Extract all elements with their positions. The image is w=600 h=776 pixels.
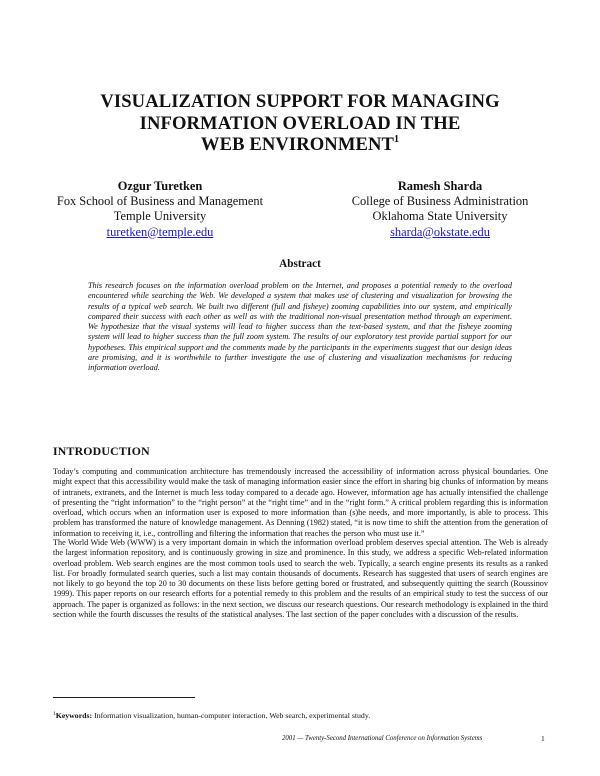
footnote-label: Keywords:: [55, 711, 93, 720]
page-number: 1: [541, 734, 545, 743]
footnote-divider: [53, 697, 195, 698]
author-block-left: [35, 179, 285, 240]
author-institution: Oklahoma State University: [372, 209, 508, 224]
abstract-text: This research focuses on the information overload problem on the Internet, and proposes a potential remedy to the overload encountered while searching the Web. We developed a system that makes use of clustering and visualization for browsing the results of a typical web search. We built two different (full and fisheye) zooming capabilities into our system, and empirically compared their success with each other as well as with the traditional non-visual presentation method through an experiment. We hypothesize that the visual systems will lead to higher success than the text-based system, and that the fisheye zooming system will lead to higher success than the full zoom system. The results of our exploratory test provide partial support for our hypotheses. This empirical support and the comments made by the participants in the experiments suggest that our design ideas are promising, and it is worthwhile to further investigate the use of clustering and visualization mechanisms for reducing information overload.: [88, 281, 512, 373]
title-line-1: VISUALIZATION SUPPORT FOR MANAGING: [100, 91, 500, 112]
introduction-heading: INTRODUCTION: [53, 444, 150, 458]
footnote-text: Information visualization, human-computer interaction, Web search, experimental study.: [94, 711, 371, 720]
footnote: [53, 711, 370, 721]
title-line-2: INFORMATION OVERLOAD IN THE: [139, 112, 461, 134]
title-line-3: [60, 134, 540, 156]
author-name: Ramesh Sharda: [397, 179, 483, 193]
author-department: Fox School of Business and Management: [56, 194, 264, 209]
author-name: Ozgur Turetken: [117, 179, 203, 193]
title-footnote-mark: 1: [394, 134, 400, 145]
introduction-paragraph-1: Today’s computing and communication architecture has tremendously increased the accessibility of information across physical boundaries. One might expect that this accessibility would make the task of managing information easier since the effort in sharing big chunks of information by means of intranets, extranets, and the Internet is much less today compared to a decade ago. However, information age has actually intensified the challenge of presenting the “right information” to the “right person” at the “right time” and in the “right form.” A critical problem regarding this is information overload, which occurs when an information user is exposed to more information than (s)he needs, and more importantly, is able to process. This problem has transformed the nature of knowledge management. As Denning (1982) stated, “it is now time to shift the attention from the generation of information to receiving it, i.e., controlling and filtering the information that reaches the person who must use it.”: [53, 467, 548, 538]
introduction-paragraph-2: The World Wide Web (WWW) is a very important domain in which the information overload problem deserves special attention. The Web is already the largest information repository, and is continuously growing in size and prominence. In this study, we address a specific Web-related information overload problem. Web search engines are the most common tools used to search the web. Typically, a search engine presents its results as a ranked list. For broadly formulated search queries, such a list may contain thousands of documents. Research has suggested that users of search engines are not likely to go beyond the top 20 to 30 documents on these lists before getting bored or frustrated, and subsequently quitting the search (Roussinov 1999). This paper reports on our research efforts for a potential remedy to this problem and the results of an empirical study to test the success of our approach. The paper is organized as follows: in the next section, we discuss our research questions. Our research methodology is explained in the third section while the fourth discusses the results of the statistical analyses. The last section of the paper concludes with a discussion of the results.: [53, 538, 548, 620]
author-email-link[interactable]: sharda@okstate.edu: [390, 224, 490, 239]
footnote-mark: 1: [53, 711, 56, 717]
running-footer: 2001 — Twenty-Second International Conference on Information Systems: [282, 735, 483, 742]
author-department: College of Business Administration: [351, 194, 529, 209]
author-institution: Temple University: [113, 209, 207, 224]
title-line-3-text: WEB ENVIRONMENT: [200, 134, 395, 155]
abstract-heading: Abstract: [279, 258, 321, 270]
author-email-link[interactable]: turetken@temple.edu: [106, 224, 214, 239]
paper-title: [60, 91, 540, 156]
author-block-right: [315, 179, 565, 240]
